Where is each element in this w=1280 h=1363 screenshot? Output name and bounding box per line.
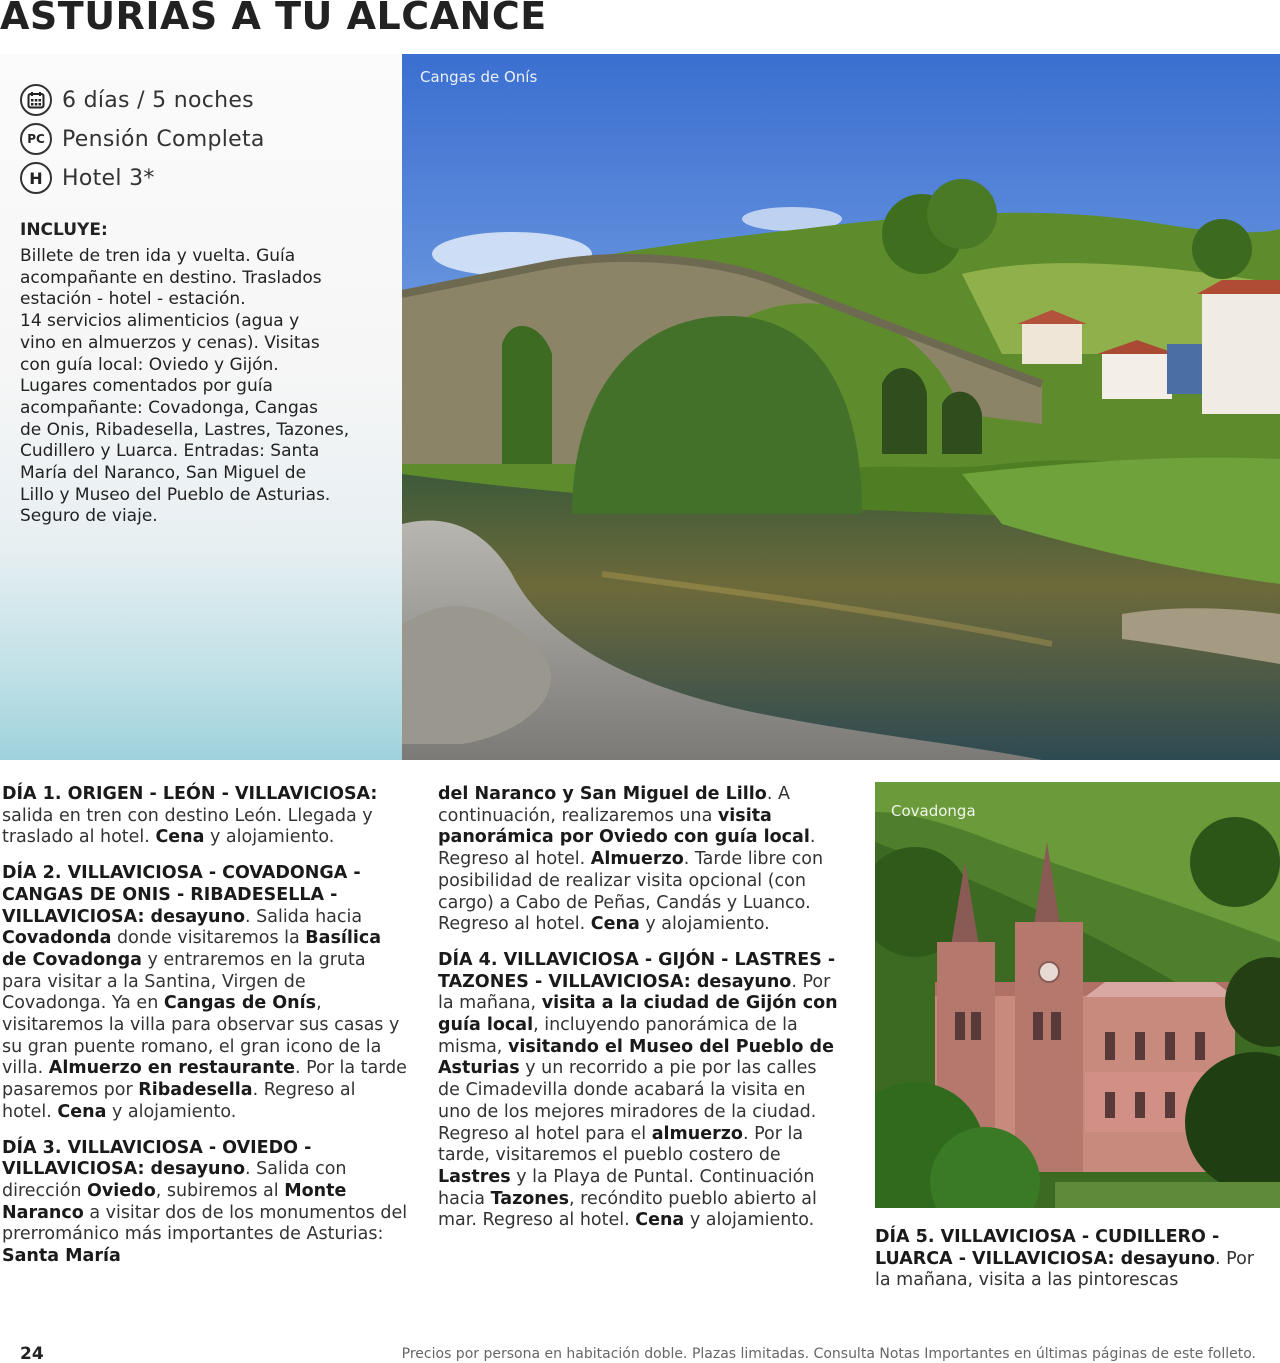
text-run: . Regreso al hotel. (438, 827, 816, 870)
itinerary-day-3 (2, 1138, 410, 1268)
text-run: , subiremos al (155, 1180, 285, 1201)
bold-text-run: Cena (57, 1101, 107, 1122)
page-title: ASTURIAS A TU ALCANCE (0, 0, 547, 38)
bold-text-run: DÍA 4. VILLAVICIOSA - GIJÓN - LASTRES - TAZONES - VILLAVICIOSA: desayuno (438, 949, 836, 992)
bold-text-run: Oviedo (87, 1180, 156, 1201)
text-run: y alojamiento. (684, 1210, 815, 1231)
itinerary-column-2 (438, 784, 840, 1246)
bold-text-run: visitando el Museo del Pueblo de Asturias (438, 1036, 834, 1079)
itinerary-column-3 (875, 1227, 1275, 1306)
bold-text-run: del Naranco y San Miguel de Lillo (438, 784, 767, 804)
itinerary-day-2 (2, 863, 410, 1123)
text-run: . Regreso al hotel. (2, 1080, 356, 1122)
bold-text-run: DÍA 3. VILLAVICIOSA - OVIEDO - VILLAVICIOSA: desayuno (2, 1137, 312, 1180)
bold-text-run: Cangas de Onís (163, 993, 317, 1014)
itinerary-day-3-continued (438, 784, 840, 936)
text-run: donde visitaremos la (111, 928, 306, 949)
text-run: salida en tren con destino León. Llegada y traslado al hotel. (2, 805, 373, 848)
bold-text-run: DÍA 5. VILLAVICIOSA - CUDILLERO - LUARCA - VILLAVICIOSA: desayuno (875, 1227, 1220, 1269)
text-run: . Salida hacia (245, 906, 363, 927)
bold-text-run: visita a la ciudad de Gijón con guía local (438, 993, 838, 1036)
bold-text-run: Almuerzo en restaurante (48, 1058, 295, 1079)
itinerary-day-4 (438, 950, 840, 1232)
bold-text-run: Basílica de Covadonga (2, 928, 382, 970)
feature-hotel (20, 162, 155, 194)
pension-completa-icon: PC (20, 123, 52, 155)
includes-text: Billete de tren ida y vuelta. Guía acompañante en destino. Traslados estación - hotel - estación. 14 servicios alimenticios (agua y vino en almuerzos y cenas). Visitas con guía local: Oviedo y Gijón. Lugares comentados por guía acompañante: Covadonga, Cangas de Onis, Ribadesella, Lastres, Tazones, Cudillero y Luarca. Entradas: Santa María del Naranco, San Miguel de Lillo y Museo del Pueblo de Asturias. Seguro de viaje. (20, 246, 350, 527)
cangas-de-onis-photo (402, 54, 1280, 760)
text-run: a visitar dos de los monumentos del prerrománico más importantes de Asturias: (2, 1202, 408, 1245)
text-run: y alojamiento. (639, 914, 770, 935)
feature-board (20, 123, 265, 155)
bold-text-run: Ribadesella (138, 1080, 253, 1101)
bold-text-run: visita panorámica por Oviedo con guía local (438, 805, 810, 848)
main-photo-caption: Cangas de Onís (420, 68, 538, 86)
feature-hotel-text: Hotel 3* (62, 165, 155, 191)
bold-text-run: DÍA 2. VILLAVICIOSA - COVADONGA - CANGAS DE ONIS - RIBADESELLA - VILLAVICIOSA: desayuno (2, 863, 361, 927)
text-run: . Por la mañana, (438, 971, 831, 1014)
itinerary-column-1 (2, 784, 410, 1282)
bold-text-run: Cena (635, 1210, 685, 1231)
itinerary-day-5 (875, 1227, 1275, 1292)
text-run: y la Playa de Puntal. Continuación hacia (438, 1166, 815, 1209)
bold-text-run: Cena (590, 914, 640, 935)
bold-text-run: Covadonda (2, 928, 112, 949)
covadonga-photo (875, 782, 1280, 1208)
text-run: , visitaremos la villa para observar sus casas y su gran puente romano, el gran icono de la villa. (2, 993, 400, 1079)
bold-text-run: Monte Naranco (2, 1180, 347, 1223)
covadonga-photo-caption: Covadonga (891, 802, 976, 820)
text-run: y entraremos en la gruta para visitar a la Santina, Virgen de Covadonga. Ya en (2, 949, 366, 1014)
bold-text-run: Santa María (2, 1246, 121, 1267)
itinerary-day-1 (2, 784, 410, 849)
text-run: . A continuación, realizaremos una (438, 784, 790, 826)
feature-board-text: Pensión Completa (62, 126, 265, 152)
text-run: . Por la tarde, visitaremos el pueblo costero de (438, 1123, 804, 1166)
feature-duration-text: 6 días / 5 noches (62, 87, 254, 113)
bold-text-run: DÍA 1. ORIGEN - LEÓN - VILLAVICIOSA: (2, 784, 378, 804)
page-number: 24 (20, 1344, 44, 1363)
feature-duration (20, 84, 254, 116)
bold-text-run: Almuerzo (590, 849, 684, 870)
text-run: . Por la tarde pasaremos por (2, 1058, 407, 1101)
text-run: y alojamiento. (204, 827, 335, 848)
text-run: , recóndito pueblo abierto al mar. Regreso al hotel. (438, 1188, 817, 1231)
trip-info-panel (0, 54, 402, 760)
includes-heading: INCLUYE: (20, 220, 108, 240)
text-run: . Por la mañana, visita a las pintorescas (875, 1248, 1255, 1291)
text-run: , incluyendo panorámica de la misma, (438, 1015, 798, 1057)
text-run: . Tarde libre con posibilidad de realizar visita opcional (con cargo) a Cabo de Peñas, Candás y Luanco. Regreso al hotel. (438, 849, 824, 935)
hotel-icon: H (20, 162, 52, 194)
footer-disclaimer: Precios por persona en habitación doble. Plazas limitadas. Consulta Notas Importantes en últimas páginas de este folleto. (401, 1346, 1256, 1362)
text-run: . Salida con dirección (2, 1159, 347, 1201)
text-run: y un recorrido a pie por las calles de Cimadevilla donde acabará la visita en uno de los mejores miradores de la ciudad. Regreso al hotel para el (438, 1058, 817, 1144)
bold-text-run: Lastres (438, 1166, 511, 1187)
bold-text-run: almuerzo (651, 1123, 743, 1144)
text-run: y alojamiento. (106, 1101, 237, 1122)
calendar-icon (20, 84, 52, 116)
bold-text-run: Cena (155, 827, 205, 848)
bold-text-run: Tazones (490, 1188, 570, 1209)
